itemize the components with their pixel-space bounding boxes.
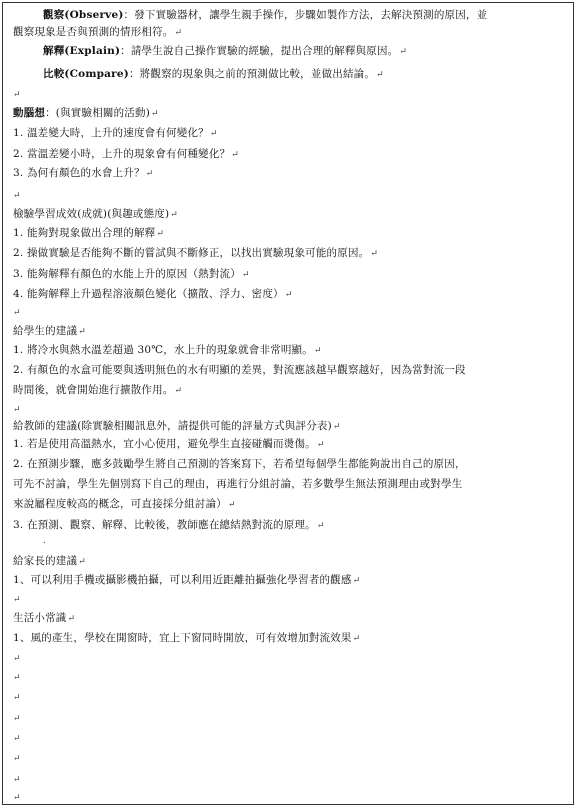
observe-term: 觀察(Observe) — [43, 9, 124, 21]
list-item-continued: 可先不討論，學生先個別寫下自己的理由，再進行分組討論，若多數學生無法預測理由或對學生 — [13, 478, 463, 490]
tips-heading: 生活小常識↵ — [13, 612, 76, 624]
document-page — [2, 2, 574, 805]
blank-line: ↵ — [13, 90, 21, 100]
list-item: 1. 溫差變大時，上升的速度會有何變化？↵ — [13, 127, 218, 139]
paragraph-mark: ↵ — [174, 28, 183, 38]
blank-line: ↵ — [13, 308, 21, 318]
students-heading: 給學生的建議↵ — [13, 325, 86, 337]
list-item: 1、可以利用手機或攝影機拍攝，可以利用近距離拍攝強化學習者的觀感↵ — [13, 574, 361, 586]
list-item: 1. 若是使用高溫熱水，宜小心使用，避免學生直接碰觸而燙傷。↵ — [13, 438, 325, 450]
observe-text: ：發下實驗器材，讓學生親手操作，步驟如製作方法，去解決預測的原因，並 — [123, 9, 488, 21]
paragraph-mark: ↵ — [399, 47, 408, 57]
parents-heading: 給家長的建議↵ — [13, 555, 86, 567]
blank-line: ↵ — [13, 793, 21, 803]
list-item: 2. 有顏色的水盒可能要與透明無色的水有明顯的差異，對流應該越早觀察越好，因為當對流一段 — [13, 364, 466, 376]
list-item-continued: 來說屬程度較高的概念，可直接採分組討論）↵ — [13, 498, 236, 510]
list-item: 3. 為何有顏色的水會上升？↵ — [13, 167, 154, 179]
outcomes-heading: 檢驗學習成效(成就)(與趣或態度)↵ — [13, 208, 179, 220]
blank-line: ↵ — [13, 775, 21, 785]
observe-text-2: 觀察現象是否與預測的情形相符。 — [13, 26, 174, 38]
list-item: 1. 將冷水與熱水溫差超過 30℃，水上升的現象就會非常明顯。↵ — [13, 344, 322, 356]
list-item: 1、風的產生，學校在開窗時，宜上下窗同時開放，可有效增加對流效果↵ — [13, 632, 361, 644]
list-item: 4. 能夠解釋上升過程溶液顏色變化（擴散、浮力、密度）↵ — [13, 288, 293, 300]
blank-line: ↵ — [13, 673, 21, 683]
list-item: 3. 能夠解釋有顏色的水能上升的原因（熱對流）↵ — [13, 268, 250, 280]
observe-line — [43, 9, 567, 22]
observe-line-2 — [13, 26, 567, 40]
compare-text: ：將觀察的現象與之前的預測做比較，並做出結論。 — [128, 68, 376, 80]
explain-text: ：請學生說自己操作實驗的經驗，提出合理的解釋與原因。 — [120, 45, 399, 57]
explain-term: 解釋(Explain) — [43, 45, 121, 57]
list-item-continued: 時間後，就會開始進行擴散作用。↵ — [13, 384, 183, 396]
list-item: 2. 操做實驗是否能夠不斷的嘗試與不斷修正，以找出實驗現象可能的原因。↵ — [13, 247, 379, 259]
list-item: 2. 當溫差變小時，上升的現象會有何種變化？↵ — [13, 148, 240, 160]
paragraph-mark: ↵ — [376, 70, 384, 80]
blank-line: ↵ — [13, 734, 21, 744]
blank-line: ↵ — [13, 754, 21, 764]
blank-line: ↵ — [13, 191, 21, 201]
explain-line — [43, 45, 567, 59]
blank-line: ↵ — [13, 654, 21, 664]
compare-term: 比較(Compare) — [43, 68, 129, 80]
blank-line: ↵ — [13, 595, 21, 605]
compare-line — [43, 68, 567, 82]
list-item: 1. 能夠對現象做出合理的解釋↵ — [13, 227, 165, 239]
brainstorm-title: 動腦想 — [13, 107, 46, 119]
blank-line: ↵ — [13, 405, 21, 415]
blank-line: ↵ — [13, 714, 21, 724]
trailing-mark: . — [43, 536, 47, 546]
blank-line: ↵ — [13, 693, 21, 703]
list-item: 3. 在預測、觀察、解釋、比較後，教師應在總結熱對流的原理。↵ — [13, 519, 325, 531]
brainstorm-heading: 動腦想：(與實驗相關的活動)↵ — [13, 107, 159, 119]
teachers-heading: 給教師的建議(除實驗相關訊息外，請提供可能的評量方式與評分表)↵ — [13, 420, 341, 432]
brainstorm-subtitle: ：(與實驗相關的活動) — [45, 107, 151, 119]
list-item: 2. 在預測步驟，應多鼓勵學生將自己預測的答案寫下，若希望每個學生都能夠說出自己的原因， — [13, 458, 466, 470]
